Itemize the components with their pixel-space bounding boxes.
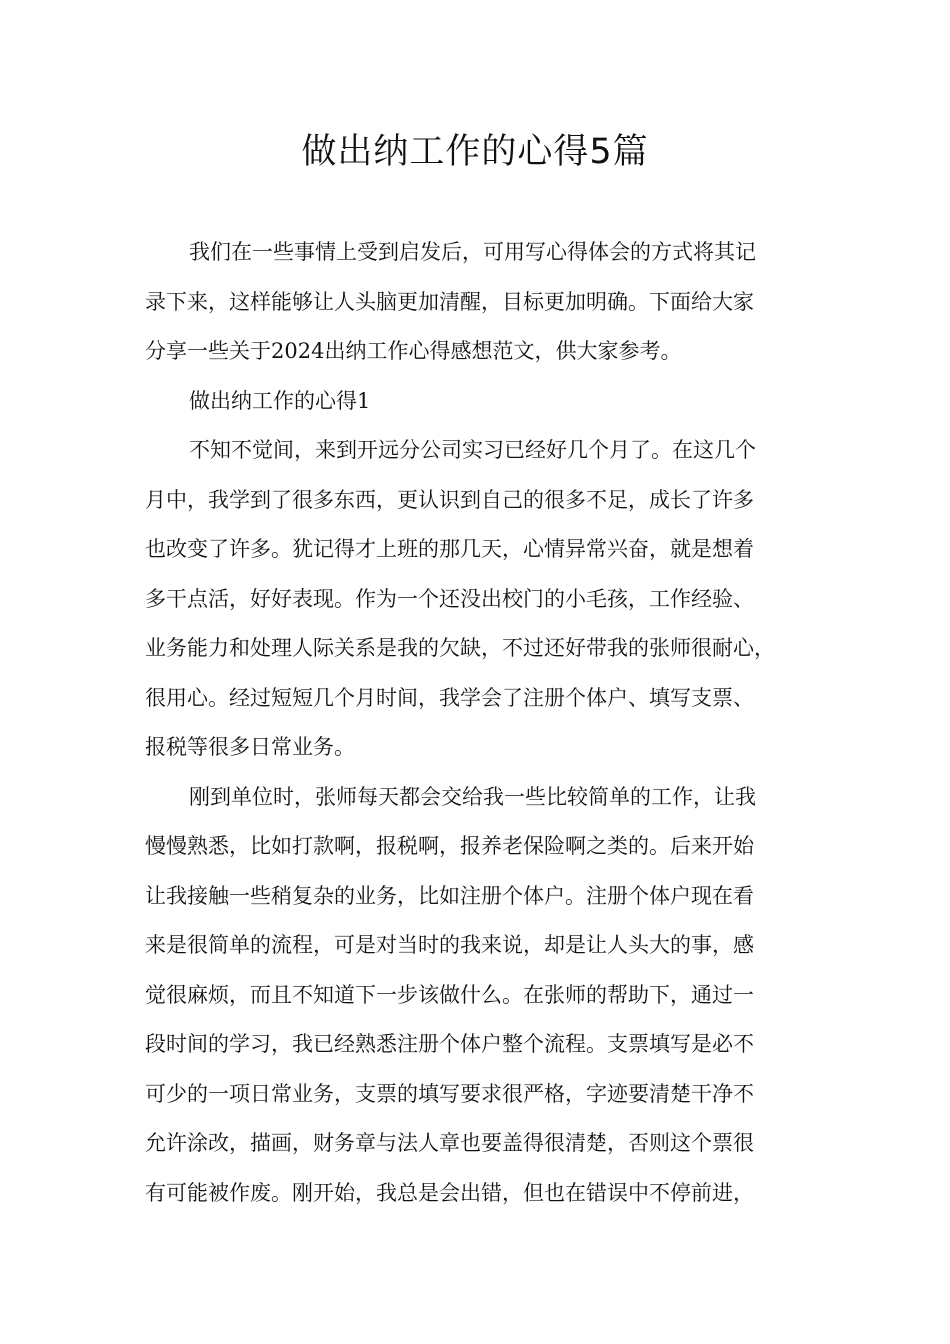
text-line: 慢慢熟悉，比如打款啊，报税啊，报养老保险啊之类的。后来开始 [145, 834, 754, 858]
text-line: 报税等很多日常业务。 [145, 735, 355, 759]
document-body [145, 228, 810, 1218]
text-line: 月中，我学到了很多东西，更认识到自己的很多不足，成长了许多 [145, 487, 754, 512]
text-line: 录下来，这样能够让人头脑更加清醒，目标更加明确。下面给大家 [145, 289, 754, 314]
text-line: 我们在一些事情上受到启发后，可用写心得体会的方式将其记 [189, 240, 756, 264]
text-line: 不知不觉间，来到开远分公司实习已经好几个月了。在这几个 [189, 438, 756, 462]
text-line: 分享一些关于2024出纳工作心得感想范文，供大家参考。 [145, 339, 682, 363]
text-line: 刚到单位时，张师每天都会交给我一些比较简单的工作，让我 [189, 784, 756, 809]
text-line: 也改变了许多。犹记得才上班的那几天，心情异常兴奋，就是想着 [145, 537, 754, 561]
text-line: 段时间的学习，我已经熟悉注册个体户整个流程。支票填写是必不 [145, 1032, 754, 1056]
text-line: 允许涂改，描画，财务章与法人章也要盖得很清楚，否则这个票很 [145, 1131, 754, 1155]
text-line: 业务能力和处理人际关系是我的欠缺，不过还好带我的张师很耐心， [145, 636, 775, 660]
text-line: 多干点活，好好表现。作为一个还没出校门的小毛孩，工作经验、 [145, 586, 754, 611]
text-line: 让我接触一些稍复杂的业务，比如注册个体户。注册个体户现在看 [145, 883, 754, 908]
document-title: 做出纳工作的心得5篇 [301, 132, 649, 172]
text-line: 觉很麻烦，而且不知道下一步该做什么。在张师的帮助下，通过一 [145, 982, 754, 1007]
text-line: 有可能被作废。刚开始，我总是会出错，但也在错误中不停前进， [145, 1180, 754, 1205]
text-line: 可少的一项日常业务，支票的填写要求很严格，字迹要清楚干净不 [145, 1081, 754, 1106]
section-heading: 做出纳工作的心得1 [189, 388, 371, 413]
text-line: 来是很简单的流程，可是对当时的我来说，却是让人头大的事，感 [145, 933, 754, 957]
text-line: 很用心。经过短短几个月时间，我学会了注册个体户、填写支票、 [145, 685, 754, 710]
